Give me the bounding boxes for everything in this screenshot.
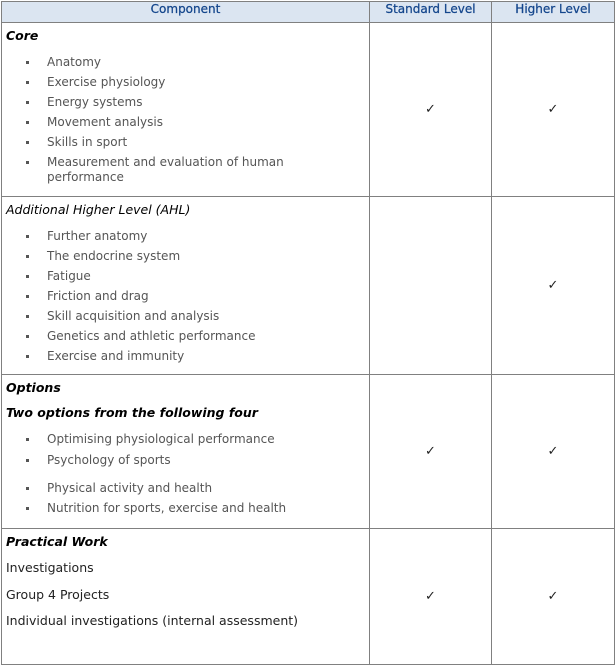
practical-hl-tick: ✓ xyxy=(492,529,615,665)
list-item: Further anatomy xyxy=(2,229,347,244)
core-hl-tick: ✓ xyxy=(492,23,615,197)
list-item: Exercise physiology xyxy=(2,75,347,90)
practical-line: Group 4 Projects xyxy=(6,587,110,602)
list-item: Anatomy xyxy=(2,55,347,70)
list-item: Energy systems xyxy=(2,95,347,110)
list-item: Nutrition for sports, exercise and health xyxy=(2,501,347,516)
options-sl-tick: ✓ xyxy=(370,375,492,529)
core-cell xyxy=(2,23,370,197)
list-item: Movement analysis xyxy=(2,115,347,130)
header-row xyxy=(2,2,615,23)
list-item: Exercise and immunity xyxy=(2,349,347,364)
header-component: Component xyxy=(2,2,370,23)
practical-line: Investigations xyxy=(6,560,94,575)
options-subtitle: Two options from the following four xyxy=(6,405,258,420)
row-ahl xyxy=(2,197,615,375)
list-item: Psychology of sports xyxy=(2,453,347,468)
core-title: Core xyxy=(6,28,39,43)
list-item: Skills in sport xyxy=(2,135,347,150)
practical-title: Practical Work xyxy=(6,534,108,549)
header-standard-level: Standard Level xyxy=(370,2,492,23)
list-item: Skill acquisition and analysis xyxy=(2,309,347,324)
list-item: The endocrine system xyxy=(2,249,347,264)
ahl-sl-empty xyxy=(370,197,492,375)
curriculum-table xyxy=(1,1,615,665)
options-cell xyxy=(2,375,370,529)
list-item: Measurement and evaluation of human performance xyxy=(2,155,297,185)
ahl-cell xyxy=(2,197,370,375)
options-title: Options xyxy=(6,380,61,395)
practical-cell xyxy=(2,529,370,665)
list-item: Genetics and athletic performance xyxy=(2,329,347,344)
row-practical xyxy=(2,529,615,665)
list-item: Fatigue xyxy=(2,269,347,284)
core-sl-tick: ✓ xyxy=(370,23,492,197)
list-item: Friction and drag xyxy=(2,289,347,304)
row-options xyxy=(2,375,615,529)
list-item: Physical activity and health xyxy=(2,481,347,496)
list-item: Optimising physiological performance xyxy=(2,432,347,447)
row-core xyxy=(2,23,615,197)
header-higher-level: Higher Level xyxy=(492,2,615,23)
practical-sl-tick: ✓ xyxy=(370,529,492,665)
practical-line: Individual investigations (internal assessment) xyxy=(6,613,299,628)
ahl-hl-tick: ✓ xyxy=(492,197,615,375)
ahl-title: Additional Higher Level (AHL) xyxy=(6,202,191,217)
options-hl-tick: ✓ xyxy=(492,375,615,529)
